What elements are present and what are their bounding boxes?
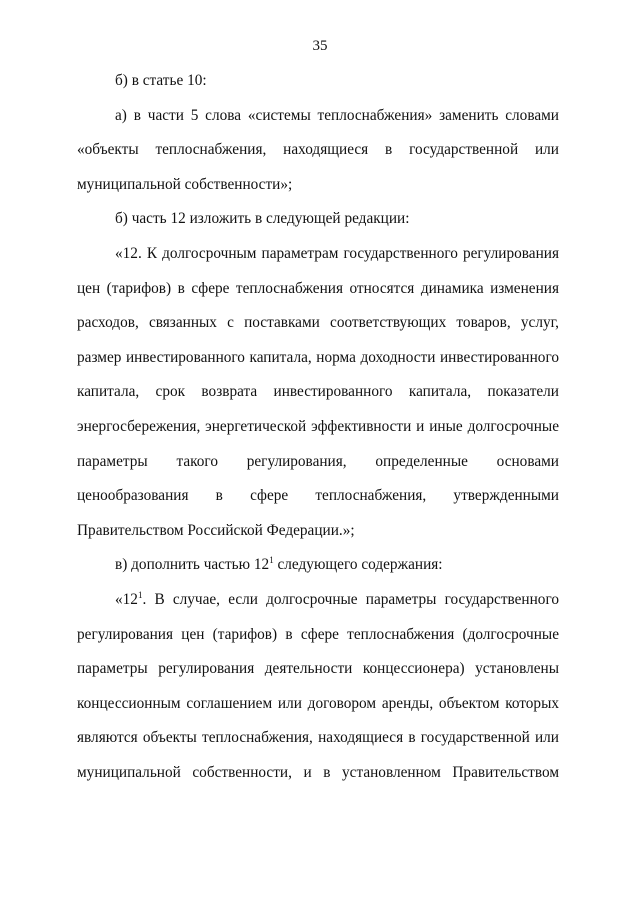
text-segment: в) дополнить частью 12 bbox=[115, 556, 270, 574]
paragraph-part-12-text bbox=[77, 237, 559, 548]
text-line: расходов, связанных с поставками соответствующих товаров, услуг, bbox=[77, 314, 559, 332]
paragraph-part-5 bbox=[77, 99, 559, 203]
superscript: 1 bbox=[269, 555, 274, 566]
text-line: муниципальной собственности, и в установленном Правительством bbox=[77, 763, 559, 781]
text-segment: «12 bbox=[115, 590, 138, 608]
text-line: муниципальной собственности»; bbox=[77, 175, 293, 193]
text-line bbox=[77, 583, 559, 618]
text-line bbox=[77, 548, 559, 583]
text-line: цен (тарифов) в сфере теплоснабжения относятся динамика изменения bbox=[77, 279, 559, 297]
text-line: а) в части 5 слова «системы теплоснабжения» заменить словами bbox=[115, 106, 559, 124]
superscript: 1 bbox=[137, 589, 143, 600]
text-line: «объекты теплоснабжения, находящиеся в государственной или bbox=[77, 141, 559, 159]
text-line: концессионным соглашением или договором аренды, объектом которых bbox=[77, 694, 559, 712]
text-line: параметры такого регулирования, определенные основами bbox=[77, 452, 559, 470]
paragraph-part-12-intro bbox=[77, 202, 559, 237]
text-line: энергосбережения, энергетической эффективности и иные долгосрочные bbox=[77, 417, 559, 435]
text-line: «12. К долгосрочным параметрам государственного регулирования bbox=[115, 244, 559, 262]
text-line: ценообразования в сфере теплоснабжения, утвержденными bbox=[77, 487, 559, 505]
text-line: б) часть 12 изложить в следующей редакции: bbox=[115, 210, 410, 228]
text-segment: следующего содержания: bbox=[273, 556, 443, 574]
text-line: параметры регулирования деятельности концессионера) установлены bbox=[77, 660, 559, 678]
text-line: являются объекты теплоснабжения, находящиеся в государственной или bbox=[77, 729, 559, 747]
page-number: 35 bbox=[312, 38, 328, 54]
paragraph-article-10 bbox=[77, 64, 559, 99]
paragraph-part-12-1-text bbox=[77, 583, 559, 791]
paragraph-part-12-1-intro bbox=[77, 548, 559, 583]
text-segment: . В случае, если долгосрочные параметры государственного bbox=[142, 590, 559, 608]
text-line: регулирования цен (тарифов) в сфере теплоснабжения (долгосрочные bbox=[77, 625, 559, 643]
document-body bbox=[77, 64, 559, 790]
text-line: капитала, срок возврата инвестированного капитала, показатели bbox=[77, 383, 559, 401]
text-line: б) в статье 10: bbox=[115, 72, 207, 89]
text-line: Правительством Российской Федерации.»; bbox=[77, 521, 355, 539]
text-line: размер инвестированного капитала, норма доходности инвестированного bbox=[77, 348, 559, 366]
